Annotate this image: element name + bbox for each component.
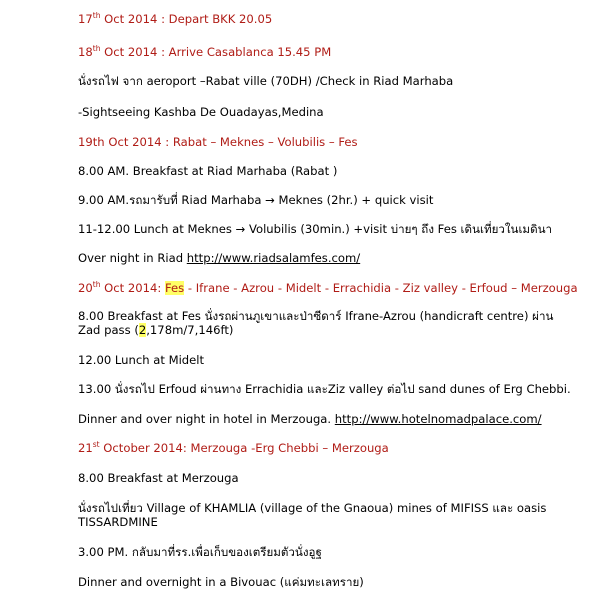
erfoud-drive-text: 13.00 นั่งรถไป Erfoud ผ่านทาง Errachidia และZiz valley ต่อไป sand dunes of Erg Chebbi. <box>78 382 571 396</box>
overnight-riad-line: Over night in Riad http://www.riadsalamfes.com/ <box>78 251 361 265</box>
heading-17-oct: 17th Oct 2014 : Depart BKK 20.05 <box>78 11 273 26</box>
train-to-rabat-text: นั่งรถไฟ จาก aeroport –Rabat ville (70DH) /Check in Riad Marhaba <box>78 74 454 88</box>
meknes-transfer-text: 9.00 AM.รถมารับที่ Riad Marhaba → Meknes (2hr.) + quick visit <box>78 193 434 207</box>
khamlia-trip-text: นั่งรถไปเที่ยว Village of KHAMLIA (village of the Gnaoua) mines of MIFISS และ oasis TISSARDMINE <box>78 501 547 529</box>
lunch-midelt-text: 12.00 Lunch at Midelt <box>78 353 205 367</box>
camel-prep-text: 3.00 PM. กลับมาที่รร.เพื่อเก็บของเตรียมตัวนั่งอูฐ <box>78 545 322 559</box>
lunch-meknes-text: 11-12.00 Lunch at Meknes → Volubilis (30min.) +visit บ่ายๆ ถึง Fes เดินเที่ยวในเมดินา <box>78 222 553 236</box>
bivouac-overnight-text: Dinner and overnight in a Bivouac (แค่มทะเลทราย) <box>78 575 364 589</box>
heading-18-oct: 18th Oct 2014 : Arrive Casablanca 15.45 PM <box>78 44 332 59</box>
breakfast-fes-text: 8.00 Breakfast at Fes นั่งรถผ่านภูเขาและป่าซีดาร์ Ifrane-Azrou (handicraft centre) ผ่าน Zad pass (2,178m/7,146ft) <box>78 309 554 337</box>
number-highlight: 2 <box>138 323 147 337</box>
riad-salam-fes-link[interactable]: http://www.riadsalamfes.com/ <box>186 251 361 265</box>
breakfast-merzouga-text: 8.00 Breakfast at Merzouga <box>78 471 239 485</box>
overnight-merzouga-line: Dinner and over night in hotel in Merzouga. http://www.hotelnomadpalace.com/ <box>78 412 542 426</box>
sightseeing-text: -Sightseeing Kashba De Ouadayas,Medina <box>78 105 324 119</box>
heading-21-oct: 21st October 2014: Merzouga -Erg Chebbi – Merzouga <box>78 440 389 455</box>
heading-20-oct: 20th Oct 2014: Fes - Ifrane - Azrou - Midelt - Errachidia - Ziz valley - Erfoud – Merzouga <box>78 280 578 295</box>
heading-19-oct: 19th Oct 2014 : Rabat – Meknes – Volubilis – Fes <box>78 135 358 149</box>
hotel-nomad-palace-link[interactable]: http://www.hotelnomadpalace.com/ <box>334 412 542 426</box>
fes-highlight: Fes <box>164 281 185 295</box>
breakfast-rabat-text: 8.00 AM. Breakfast at Riad Marhaba (Rabat ) <box>78 164 338 178</box>
